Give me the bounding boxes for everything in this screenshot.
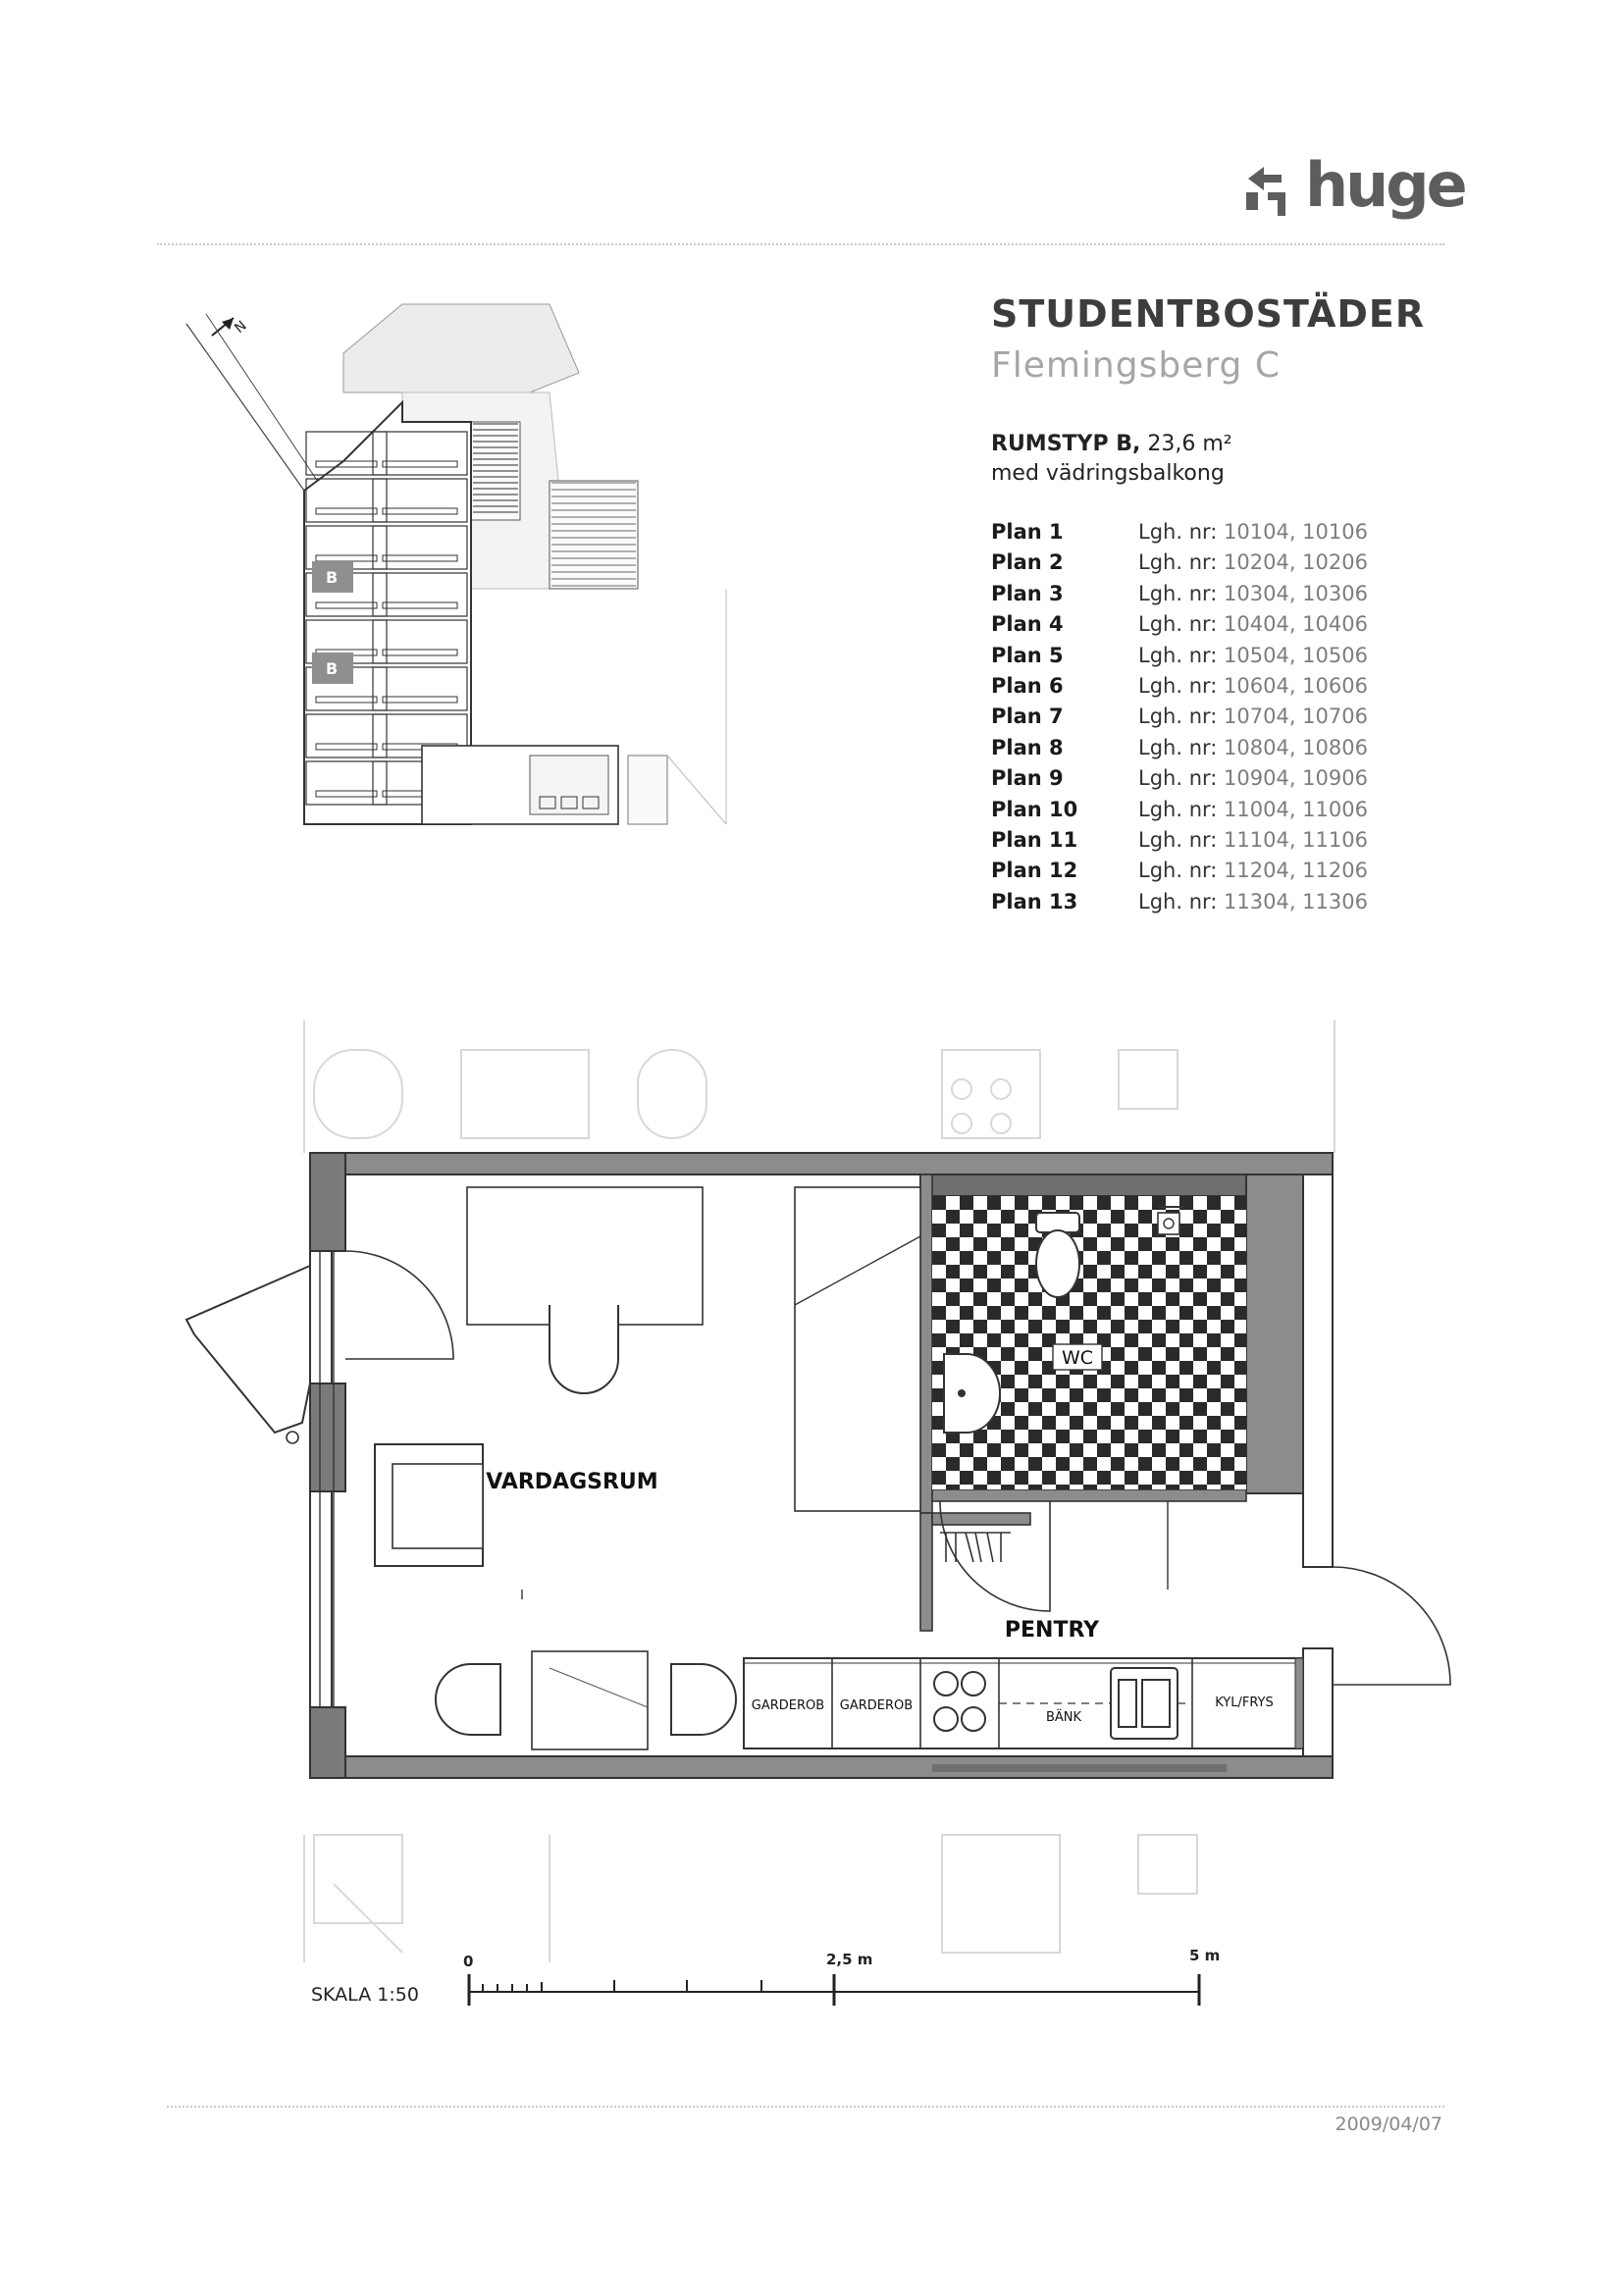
plan-lgh-label: Lgh. nr: xyxy=(1138,673,1218,698)
plan-lgh-label: Lgh. nr: xyxy=(1138,581,1218,605)
plan-apartment-numbers: 11304, 11306 xyxy=(1224,889,1368,913)
sink-icon xyxy=(944,1354,1000,1433)
document-date: 2009/04/07 xyxy=(1335,2113,1442,2135)
plan-apartments xyxy=(1138,798,1368,828)
plan-row xyxy=(991,644,1384,674)
header-divider xyxy=(157,243,1444,245)
plan-apartment-numbers: 11104, 11106 xyxy=(1224,827,1368,852)
plan-row xyxy=(991,582,1384,612)
plan-lgh-label: Lgh. nr: xyxy=(1138,889,1218,913)
plan-row xyxy=(991,798,1384,828)
plan-apartments xyxy=(1138,582,1368,612)
scale-label: SKALA 1:50 xyxy=(311,1984,419,2006)
plan-lgh-label: Lgh. nr: xyxy=(1138,704,1218,729)
plan-name: Plan 11 xyxy=(991,827,1078,852)
plan-apartment-numbers: 10904, 10906 xyxy=(1224,766,1368,791)
plan-apartment-numbers: 10504, 10506 xyxy=(1224,643,1368,667)
plan-lgh-label: Lgh. nr: xyxy=(1138,827,1218,852)
svg-text:B: B xyxy=(326,659,339,678)
plan-row xyxy=(991,736,1384,766)
plan-lgh-label: Lgh. nr: xyxy=(1138,735,1218,759)
plan-name: Plan 1 xyxy=(991,520,1064,544)
plan-apartments xyxy=(1138,520,1368,550)
plan-apartments xyxy=(1138,644,1368,674)
north-arrow-icon xyxy=(212,318,250,337)
unit-b-marker-2 xyxy=(312,652,353,684)
plan-apartments xyxy=(1138,828,1368,859)
room-area: 23,6 m² xyxy=(1147,432,1232,456)
plan-name: Plan 7 xyxy=(991,704,1064,729)
brand-name: huge xyxy=(1305,149,1465,221)
fridge-label: KYL/FRYS xyxy=(1215,1696,1274,1710)
plan-name: Plan 5 xyxy=(991,643,1064,667)
plan-name: Plan 10 xyxy=(991,797,1078,821)
svg-text:B: B xyxy=(326,568,339,587)
footer-divider xyxy=(167,2106,1444,2108)
plan-apartment-numbers: 10404, 10406 xyxy=(1224,612,1368,637)
plan-name: Plan 3 xyxy=(991,581,1064,605)
plan-lgh-label: Lgh. nr: xyxy=(1138,766,1218,791)
plan-apartments xyxy=(1138,736,1368,766)
plan-apartments xyxy=(1138,890,1368,920)
scale-mark-0: 0 xyxy=(463,1953,474,1970)
living-room-label: VARDAGSRUM xyxy=(486,1470,658,1494)
plan-row xyxy=(991,859,1384,889)
plan-apartment-numbers: 10804, 10806 xyxy=(1224,735,1368,759)
scale-mark-mid: 2,5 m xyxy=(826,1951,873,1968)
plan-row xyxy=(991,612,1384,643)
plan-apartment-numbers: 10304, 10306 xyxy=(1224,581,1368,605)
plan-row xyxy=(991,674,1384,704)
plan-row xyxy=(991,704,1384,735)
plan-name: Plan 12 xyxy=(991,859,1078,883)
floor-plan xyxy=(177,1020,1482,1962)
site-plan xyxy=(177,294,844,854)
plan-row xyxy=(991,828,1384,859)
wc-label: WC xyxy=(1061,1347,1094,1369)
plan-row xyxy=(991,766,1384,797)
armchair-icon xyxy=(375,1444,483,1566)
plan-apartments xyxy=(1138,674,1368,704)
plan-apartments xyxy=(1138,859,1368,889)
scale-mark-end: 5 m xyxy=(1189,1947,1221,1964)
plan-name: Plan 6 xyxy=(991,673,1064,698)
toilet-icon xyxy=(1036,1213,1079,1297)
plan-list xyxy=(991,520,1384,920)
room-type-label: RUMSTYP B, xyxy=(991,432,1141,456)
wc-floor-tiles xyxy=(932,1196,1246,1489)
huge-logo-icon xyxy=(1242,159,1303,224)
plan-apartment-numbers: 10604, 10606 xyxy=(1224,673,1368,698)
plan-name: Plan 13 xyxy=(991,889,1078,913)
unit-b-marker-1 xyxy=(312,561,353,593)
scale-bar xyxy=(461,1970,1207,2009)
counter-label: BÄNK xyxy=(1045,1710,1082,1725)
plan-name: Plan 8 xyxy=(991,735,1064,759)
plan-apartment-numbers: 10204, 10206 xyxy=(1224,550,1368,575)
plan-row xyxy=(991,550,1384,581)
plan-row xyxy=(991,890,1384,920)
plan-apartment-numbers: 11204, 11206 xyxy=(1224,859,1368,883)
plan-lgh-label: Lgh. nr: xyxy=(1138,643,1218,667)
wardrobe-2-label: GARDEROB xyxy=(839,1698,914,1713)
north-label: N xyxy=(232,318,250,338)
plan-apartments xyxy=(1138,704,1368,735)
plan-apartment-numbers: 10704, 10706 xyxy=(1224,704,1368,729)
plan-lgh-label: Lgh. nr: xyxy=(1138,550,1218,575)
page-subtitle: Flemingsberg C xyxy=(991,345,1281,386)
plan-apartments xyxy=(1138,550,1368,581)
plan-apartment-numbers: 10104, 10106 xyxy=(1224,520,1368,544)
kitchen-sink-icon xyxy=(1111,1668,1178,1739)
plan-lgh-label: Lgh. nr: xyxy=(1138,520,1218,544)
plan-lgh-label: Lgh. nr: xyxy=(1138,859,1218,883)
plan-name: Plan 9 xyxy=(991,766,1064,791)
kitchen-label: PENTRY xyxy=(1004,1618,1100,1643)
plan-name: Plan 2 xyxy=(991,550,1064,575)
wardrobe-1-label: GARDEROB xyxy=(751,1698,825,1713)
plan-name: Plan 4 xyxy=(991,612,1064,637)
plan-lgh-label: Lgh. nr: xyxy=(1138,612,1218,637)
plan-row xyxy=(991,520,1384,550)
plan-lgh-label: Lgh. nr: xyxy=(1138,797,1218,821)
page-title: STUDENTBOSTÄDER xyxy=(991,292,1426,336)
room-note: med vädringsbalkong xyxy=(991,461,1225,486)
room-type-line xyxy=(991,432,1232,456)
plan-apartment-numbers: 11004, 11006 xyxy=(1224,797,1368,821)
plan-apartments xyxy=(1138,766,1368,797)
plan-apartments xyxy=(1138,612,1368,643)
